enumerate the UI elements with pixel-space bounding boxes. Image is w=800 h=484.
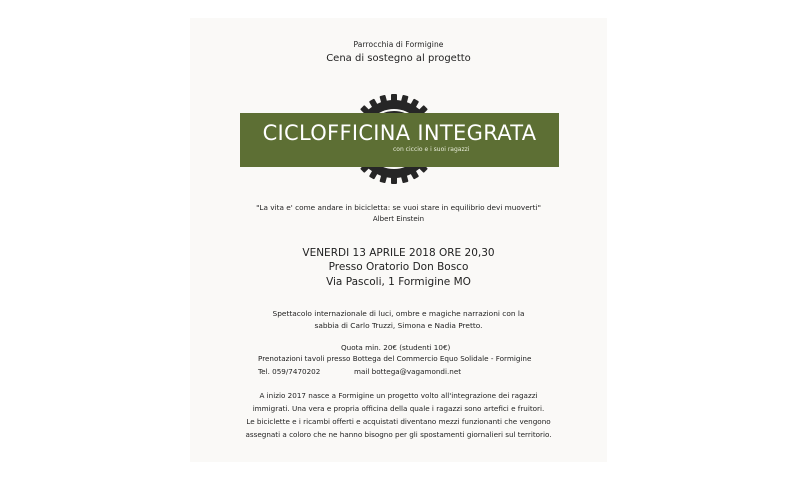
show-description-line: sabbia di Carlo Truzzi, Simona e Nadia Pretto. bbox=[314, 321, 483, 330]
parish-name: Parrocchia di Formigine bbox=[353, 40, 444, 49]
contact-email: mail bottega@vagamondi.net bbox=[354, 367, 462, 376]
project-subtitle: con ciccio e i suoi ragazzi bbox=[393, 146, 470, 153]
event-address: Via Pascoli, 1 Formigine MO bbox=[326, 276, 471, 288]
project-description-line: A inizio 2017 nasce a Formigine un progetto volto all'integrazione dei ragazzi bbox=[259, 391, 538, 400]
project-description-line: Le biciclette e i ricambi offerti e acquistati diventano mezzi funzionanti che vengono bbox=[246, 417, 551, 426]
project-description-line: immigrati. Una vera e propria officina della quale i ragazzi sono artefici e fruitori. bbox=[252, 404, 545, 413]
event-venue: Presso Oratorio Don Bosco bbox=[328, 261, 469, 273]
quote-author: Albert Einstein bbox=[372, 215, 425, 223]
einstein-quote: "La vita e' come andare in bicicletta: se vuoi stare in equilibrio devi muoverti" bbox=[256, 203, 541, 212]
event-date: VENERDI 13 APRILE 2018 ORE 20,30 bbox=[302, 247, 495, 259]
contact-phone: Tel. 059/7470202 bbox=[258, 367, 321, 376]
ticket-price: Quota min. 20€ (studenti 10€) bbox=[341, 343, 451, 352]
event-flyer bbox=[190, 18, 607, 462]
project-banner bbox=[240, 113, 559, 167]
project-title: CICLOFFICINA INTEGRATA bbox=[262, 121, 537, 145]
event-subtitle: Cena di sostegno al progetto bbox=[326, 53, 471, 64]
project-description-line: assegnati a coloro che ne hanno bisogno per gli spostamenti giornalieri sul territorio. bbox=[245, 430, 552, 439]
show-description-line: Spettacolo internazionale di luci, ombre e magiche narrazioni con la bbox=[272, 309, 525, 318]
booking-info: Prenotazioni tavoli presso Bottega del Commercio Equo Solidale - Formigine bbox=[258, 354, 532, 363]
